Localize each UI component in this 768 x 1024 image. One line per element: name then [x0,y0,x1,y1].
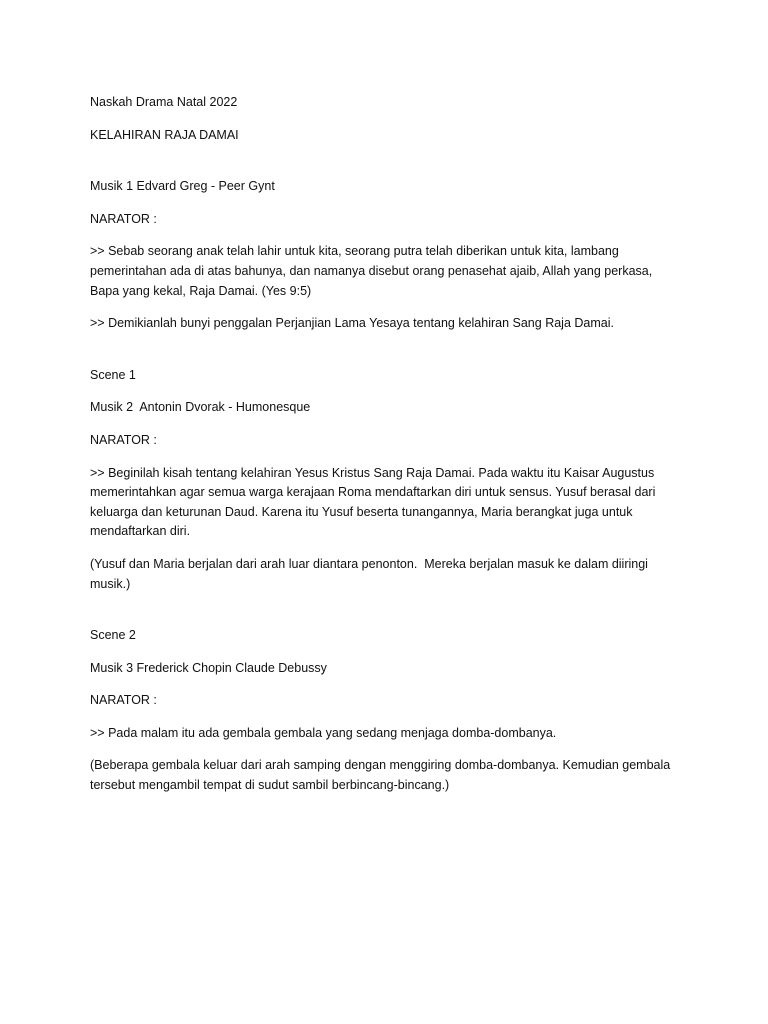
intro-paragraph-1 [90,242,690,301]
scene1-stage-direction [90,555,690,594]
document-subtitle: KELAHIRAN RAJA DAMAI [90,127,239,142]
paragraph-line: memerintahkan agar semua warga kerajaan Roma mendaftarkan diri untuk sensus. Yusuf berasal dari [90,485,656,500]
paragraph-line: >> Sebab seorang anak telah lahir untuk kita, seorang putra telah diberikan untuk kita, lambang [90,244,619,259]
intro-music-line: Musik 1 Edvard Greg - Peer Gynt [90,179,275,194]
scene2-stage-direction [90,756,690,795]
paragraph-line: keluarga dan keturunan Daud. Karena itu Yusuf beserta tunangannya, Maria berangkat juga untuk [90,504,633,519]
scene1-music-line: Musik 2 Antonin Dvorak - Humonesque [90,400,311,415]
document-title: Naskah Drama Natal 2022 [90,95,238,109]
document-page [90,93,690,796]
scene1-paragraph-1 [90,464,690,542]
scene1-speaker: NARATOR : [90,432,157,447]
scene2-speaker: NARATOR : [90,693,157,708]
scene2-heading: Scene 2 [90,628,136,643]
scene2-music-line: Musik 3 Frederick Chopin Claude Debussy [90,660,327,675]
paragraph-line: (Yusuf dan Maria berjalan dari arah luar diantara penonton. Mereka berjalan masuk ke dalam diiringi [90,556,648,571]
paragraph-line: pemerintahan ada di atas bahunya, dan namanya disebut orang penasehat ajaib, Allah yang perkasa, [90,263,653,278]
paragraph-line: mendaftarkan diri. [90,524,191,539]
scene2-paragraph-1: >> Pada malam itu ada gembala gembala yang sedang menjaga domba-dombanya. [90,725,557,740]
intro-speaker: NARATOR : [90,211,157,226]
intro-paragraph-2: >> Demikianlah bunyi penggalan Perjanjian Lama Yesaya tentang kelahiran Sang Raja Damai. [90,316,614,331]
paragraph-line: tersebut mengambil tempat di sudut sambil berbincang-bincang.) [90,778,450,793]
paragraph-line: musik.) [90,576,131,591]
paragraph-line: (Beberapa gembala keluar dari arah samping dengan menggiring domba-dombanya. Kemudian gembala [90,758,671,773]
paragraph-line: Bapa yang kekal, Raja Damai. (Yes 9:5) [90,283,312,298]
paragraph-line: >> Beginilah kisah tentang kelahiran Yesus Kristus Sang Raja Damai. Pada waktu itu Kaisar Augustus [90,465,655,480]
scene1-heading: Scene 1 [90,367,136,382]
